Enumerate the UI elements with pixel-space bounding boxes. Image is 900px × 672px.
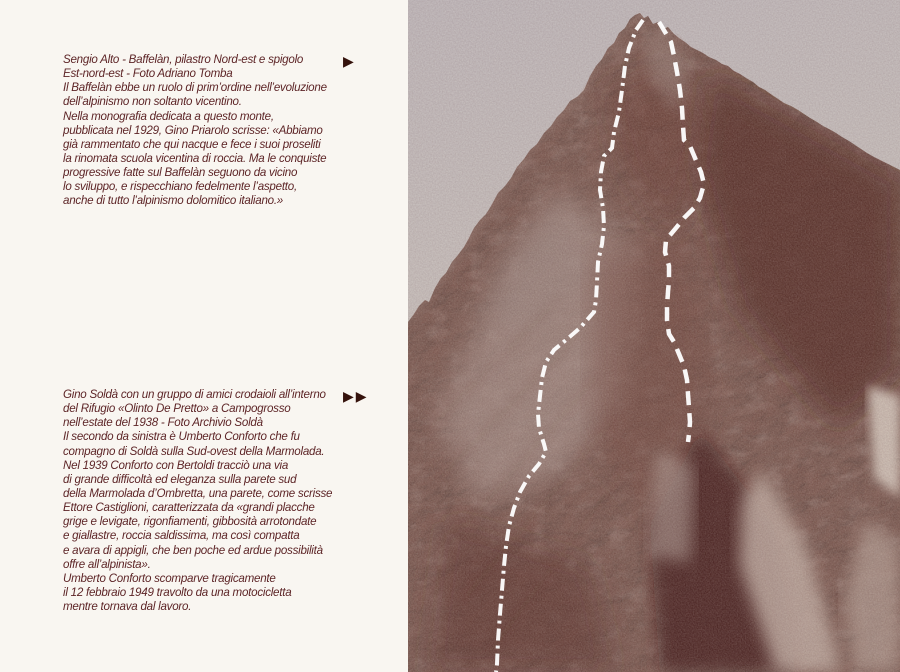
caption-line: e giallastre, roccia saldissima, ma così compatta [63, 529, 300, 543]
caption-line: Nel 1939 Conforto con Bertoldi tracciò una via [63, 458, 289, 472]
photo-image [408, 0, 900, 672]
mountain-photo [408, 0, 900, 672]
caption-line: Umberto Conforto scomparve tragicamente [63, 571, 276, 585]
caption-line: lo sviluppo, e rispecchiano fedelmente l’aspetto, [63, 180, 297, 194]
caption-line: mentre tornava dal lavoro. [63, 600, 192, 614]
caption-line: nell’estate del 1938 - Foto Archivio Soldà [63, 416, 263, 430]
caption-line: la rinomata scuola vicentina di roccia. Ma le conquiste [63, 151, 327, 165]
caption-line: anche di tutto l’alpinismo dolomitico italiano.» [63, 194, 284, 208]
caption-line: Ettore Castiglioni, caratterizzata da «grandi placche [63, 501, 315, 515]
caption-line: Nella monografia dedicata a questo monte, [63, 109, 274, 123]
caption-line: già rammentato che qui nacque e fece i suoi proseliti [63, 137, 321, 151]
caption-line: del Rifugio «Olinto De Pretto» a Campogrosso [63, 402, 291, 416]
caption-line: Est-nord-est - Foto Adriano Tomba [63, 67, 233, 81]
right-arrow-icon: ▶ [343, 53, 356, 69]
caption-line: grige e levigate, rigonfiamenti, gibbosità arrotondate [63, 515, 317, 529]
caption-line: Il secondo da sinistra è Umberto Conforto che fu [63, 430, 300, 444]
caption-line: dell’alpinismo non soltanto vicentino. [63, 95, 242, 109]
caption-line: progressive fatte sul Baffelàn seguono da vicino [63, 166, 298, 180]
double-right-arrow-icon: ▶▶ [343, 388, 369, 404]
caption-line: pubblicata nel 1929, Gino Priarolo scrisse: «Abbiamo [63, 123, 323, 137]
caption-line: e avara di appigli, che ben poche ed ardue possibilità [63, 543, 323, 557]
caption-line: di grande difficoltà ed eleganza sulla parete sud [63, 472, 297, 486]
caption-top [63, 53, 327, 209]
caption-line: Sengio Alto - Baffelàn, pilastro Nord-est e spigolo [63, 53, 304, 66]
caption-line: Il Baffelàn ebbe un ruolo di prim’ordine nell’evoluzione [63, 81, 327, 95]
caption-line: Gino Soldà con un gruppo di amici crodaioli all’interno [63, 388, 326, 401]
caption-line: compagno di Soldà sulla Sud-ovest della Marmolada. [63, 444, 325, 458]
caption-line: della Marmolada d’Ombretta, una parete, come scrisse [63, 486, 333, 500]
caption-line: offre all’alpinista». [63, 557, 151, 571]
caption-line: il 12 febbraio 1949 travolto da una motocicletta [63, 585, 292, 599]
caption-bottom [63, 388, 332, 614]
film-grain-dark [408, 0, 900, 672]
